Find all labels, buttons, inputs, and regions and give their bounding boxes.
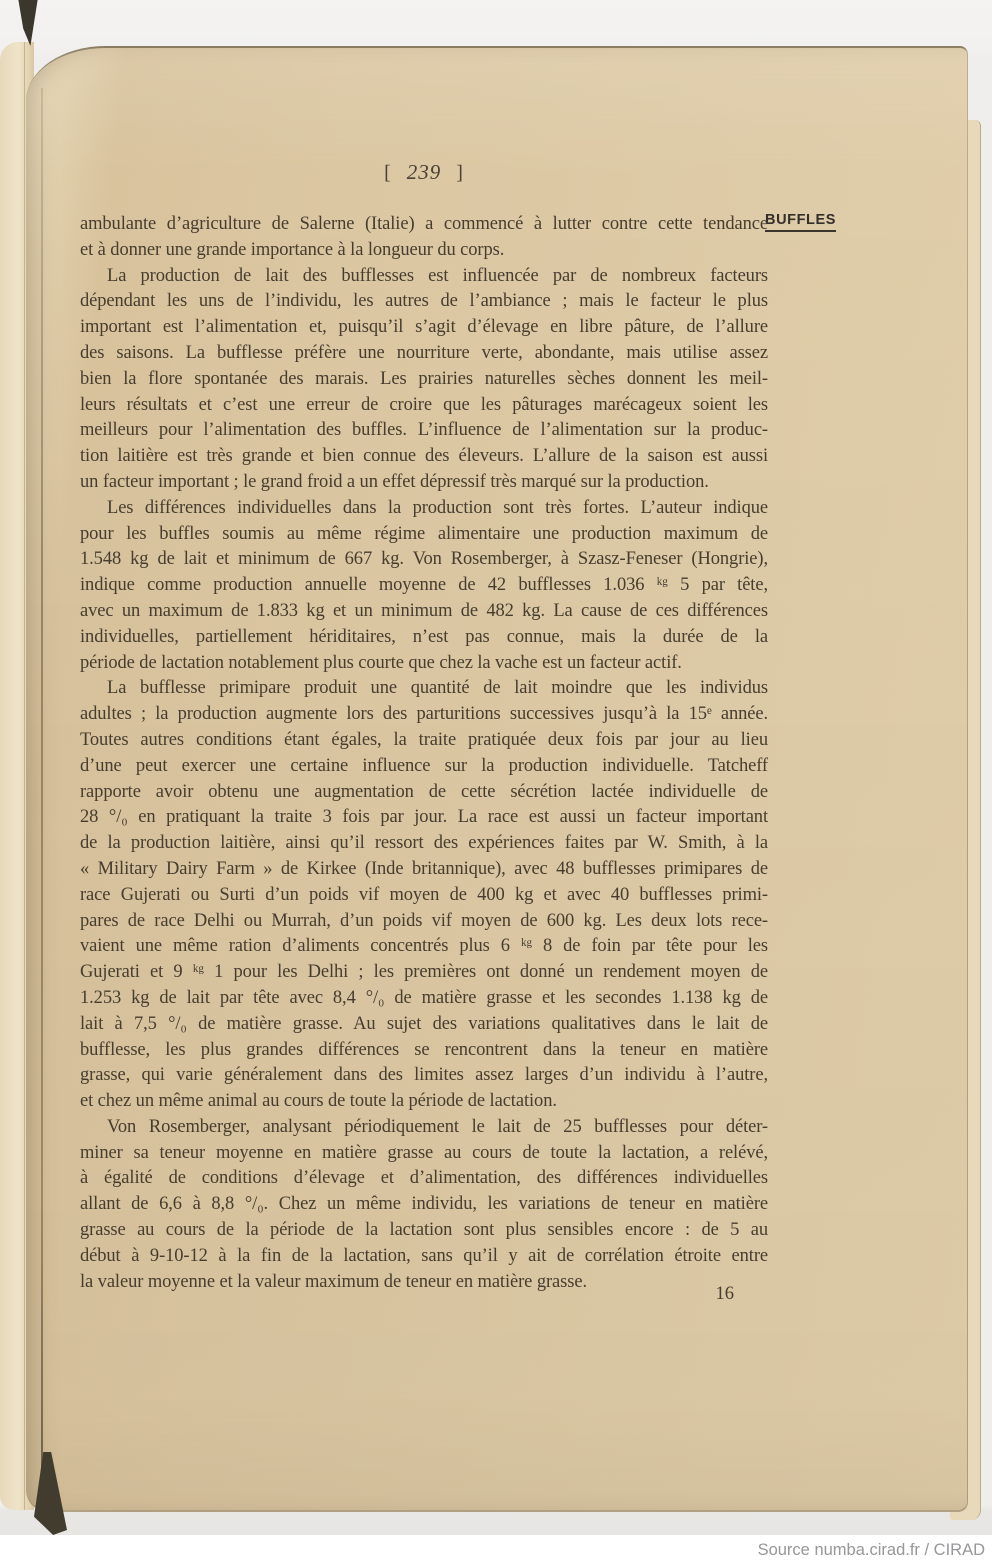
text-line: période de lactation notablement plus courte que chez la vache est un facteur actif.: [80, 652, 682, 673]
text-line: grasse, qui varie généralement dans des limites assez larges d’un individu à l’autre,: [80, 1065, 768, 1086]
spine-dark-top: [13, 0, 43, 46]
text-line: La production de lait des bufflesses est influencée par de nombreux facteurs: [107, 265, 768, 286]
text-line: race Gujerati ou Surti d’un poids vif moyen de 400 kg et avec 40 bufflesses primi-: [80, 884, 768, 905]
gutter-crease: [41, 88, 43, 1510]
text-line: important est l’alimentation et, puisqu’il s’agit d’élevage en libre pâture, de l’allure: [80, 317, 768, 338]
text-line: de la production laitière, ainsi qu’il ressort des expériences faites par W. Smith, à la: [80, 833, 768, 854]
text-line: meilleurs pour l’alimentation des buffles. L’influence de l’alimentation sur la produc-: [80, 420, 768, 441]
text-line: 1.253 kg de lait par tête avec 8,4 °/₀ de matière grasse et les secondes 1.138 kg de: [80, 987, 768, 1008]
text-line: avec un maximum de 1.833 kg et un minimum de 482 kg. La cause de ces différences: [80, 600, 768, 621]
gutter-edge-line: [24, 42, 25, 1510]
text-line: Gujerati et 9 ᵏᵍ 1 pour les Delhi ; les premières ont donné un rendement moyen de: [80, 962, 768, 983]
text-line: bien la flore spontanée des marais. Les prairies naturelles sèches donnent les meil-: [80, 368, 768, 389]
source-attribution-bar: [0, 1535, 992, 1566]
text-line: lait à 7,5 °/₀ de matière grasse. Au sujet des variations qualitatives dans le lait de: [80, 1013, 768, 1034]
text-line: Von Rosemberger, analysant périodiquement le lait de 25 bufflesses pour déter-: [107, 1116, 768, 1137]
text-line: Les différences individuelles dans la production sont très fortes. L’auteur indique: [107, 497, 768, 518]
text-line: début à 9-10-12 à la fin de la lactation, sans qu’il y ait de corrélation étroite entre: [80, 1245, 768, 1266]
text-line: des saisons. La bufflesse préfère une nourriture verte, abondante, mais utilise assez: [80, 342, 768, 363]
text-line: leurs résultats et c’est une erreur de croire que les pâturages marécageux soient les: [80, 394, 768, 415]
running-header: [80, 160, 768, 185]
text-line: la valeur moyenne et la valeur maximum de teneur en matière grasse.: [80, 1271, 587, 1292]
text-line: d’une peut exercer une certaine influence sur la production individuelle. Tatcheff: [80, 755, 768, 776]
text-line: tion laitière est très grande et bien connue des éleveurs. L’allure de la saison est aussi: [80, 446, 768, 467]
book-page: [26, 46, 968, 1512]
header-open-bracket: [: [384, 162, 392, 184]
text-line: 1.548 kg de lait et minimum de 667 kg. Von Rosemberger, à Szasz-Feneser (Hongrie),: [80, 549, 768, 570]
text-line: rapporte avoir obtenu une augmentation de cette sécrétion lactée individuelle de: [80, 781, 768, 802]
text-line: bufflesse, les plus grandes différences se rencontrent dans la teneur en matière: [80, 1039, 768, 1060]
text-line: et chez un même animal au cours de toute la période de lactation.: [80, 1091, 557, 1112]
text-line: allant de 6,6 à 8,8 °/₀. Chez un même individu, les variations de teneur en matière: [80, 1194, 768, 1215]
text-line: « Military Dairy Farm » de Kirkee (Inde britannique), avec 48 bufflesses primipares de: [80, 858, 768, 879]
text-line: vaient une même ration d’aliments concentrés plus 6 ᵏᵍ 8 de foin par tête pour les: [80, 936, 768, 957]
text-line: individuelles, partiellement hériditaires, n’est pas connue, mais la durée de la: [80, 626, 768, 647]
text-line: à égalité de conditions d’élevage et d’alimentation, des différences individuelles: [80, 1168, 768, 1189]
text-line: miner sa teneur moyenne en matière grasse au cours de toute la lactation, a relévé,: [80, 1142, 768, 1163]
text-line: Toutes autres conditions étant égales, la traite pratiquée deux fois par jour au lieu: [80, 729, 768, 750]
text-line: indique comme production annuelle moyenne de 42 bufflesses 1.036 ᵏᵍ 5 par tête,: [80, 575, 768, 596]
text-body: [80, 212, 768, 1295]
text-line: dépendant les uns de l’individu, les autres de l’ambiance ; mais le facteur le plus: [80, 291, 768, 312]
margin-note-buffles: BUFFLES: [765, 212, 836, 232]
text-line: pour les buffles soumis au même régime alimentaire une production maximum de: [80, 523, 768, 544]
text-line: grasse au cours de la période de la lactation sont plus sensibles encore : de 5 au: [80, 1220, 768, 1241]
text-line: un facteur important ; le grand froid a un effet dépressif très marqué sur la production.: [80, 471, 709, 492]
text-line: adultes ; la production augmente lors des parturitions successives jusqu’à la 15ᵉ année.: [80, 704, 768, 725]
text-line: La bufflesse primipare produit une quantité de lait moindre que les individus: [107, 678, 768, 699]
text-line: 28 °/₀ en pratiquant la traite 3 fois par jour. La race est aussi un facteur important: [80, 807, 768, 828]
signature-number: 16: [715, 1284, 734, 1304]
text-line: et à donner une grande importance à la longueur du corps.: [80, 239, 505, 260]
header-close-bracket: ]: [456, 162, 464, 184]
source-attribution-text: Source numba.cirad.fr / CIRAD: [757, 1541, 985, 1559]
text-line: ambulante d’agriculture de Salerne (Italie) a commencé à lutter contre cette tendance: [80, 214, 768, 234]
header-page-number: 239: [406, 160, 442, 184]
text-line: pares de race Delhi ou Murrah, d’un poids vif moyen de 600 kg. Les deux lots rece-: [80, 910, 768, 931]
